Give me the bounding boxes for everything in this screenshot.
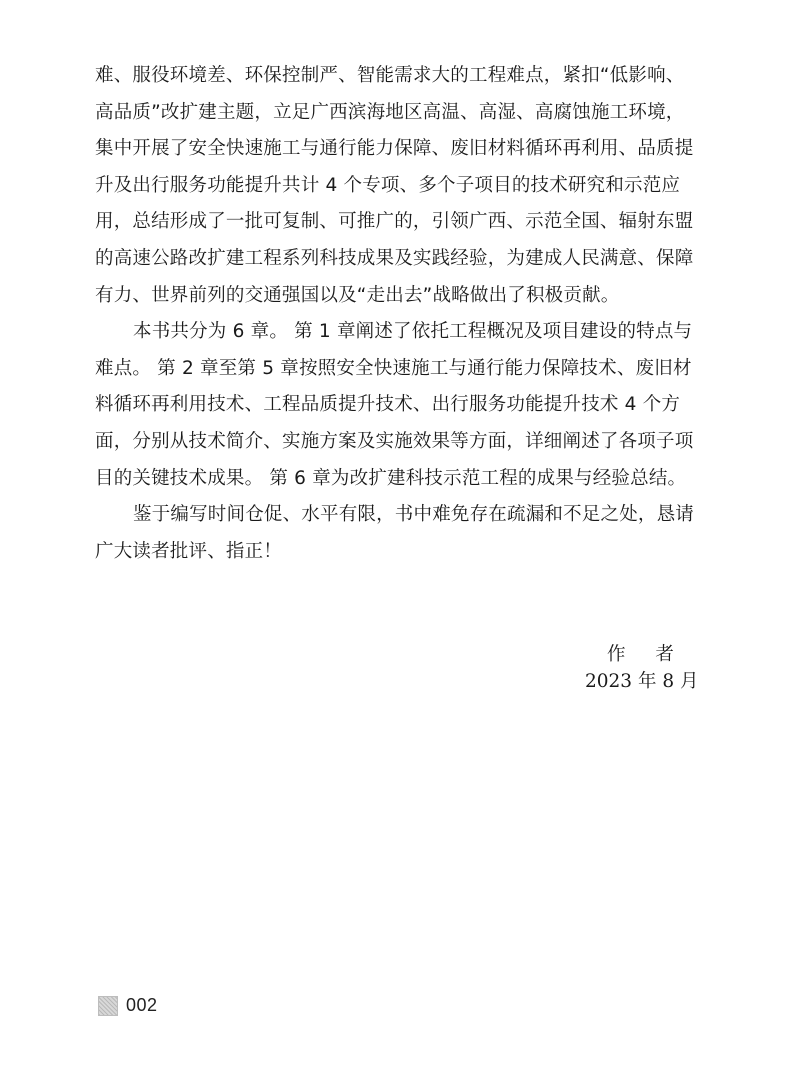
- text-line: 高品质”改扩建主题，立足广西滨海地区高温、高湿、高腐蚀施工环境，: [95, 101, 685, 123]
- page-marker-icon: [98, 996, 118, 1016]
- paragraph-1: [95, 58, 730, 314]
- text-line: 鉴于编写时间仓促、水平有限，书中难免存在疏漏和不足之处，恳请: [133, 504, 695, 526]
- text-line: 有力、世界前列的交通强国以及“走出去”战略做出了积极贡献。: [95, 284, 620, 306]
- text-line: 料循环再利用技术、工程品质提升技术、出行服务功能提升技术 4 个方: [95, 394, 681, 416]
- text-line: 的高速公路改扩建工程系列科技成果及实践经验，为建成人民满意、保障: [95, 247, 694, 269]
- text-line: 难、服役环境差、环保控制严、智能需求大的工程难点，紧扣“低影响、: [95, 65, 685, 86]
- text-line: 升及出行服务功能提升共计 4 个专项、多个子项目的技术研究和示范应: [95, 174, 681, 196]
- text-line: 难点。 第 2 章至第 5 章按照安全快速施工与通行能力保障技术、废旧材: [95, 357, 692, 379]
- text-line: 广大读者批评、指正！: [95, 540, 283, 562]
- signature-date: 2023 年 8 月: [585, 671, 699, 692]
- text-line: 面，分别从技术简介、实施方案及实施效果等方面，详细阐述了各项子项: [95, 430, 694, 452]
- page-footer: [98, 995, 158, 1016]
- text-line: 用，总结形成了一批可复制、可推广的，引领广西、示范全国、辐射东盟: [95, 211, 694, 233]
- paragraph-2: [95, 314, 730, 497]
- author-signature: 作 者: [607, 644, 686, 665]
- text-line: 目的关键技术成果。 第 6 章为改扩建科技示范工程的成果与经验总结。: [95, 467, 687, 489]
- text-line: 集中开展了安全快速施工与通行能力保障、废旧材料循环再利用、品质提: [95, 138, 694, 160]
- preface-body: [95, 58, 730, 570]
- paragraph-3: [95, 497, 730, 570]
- page-number: 002: [126, 995, 158, 1015]
- text-line: 本书共分为 6 章。 第 1 章阐述了依托工程概况及项目建设的特点与: [133, 321, 693, 343]
